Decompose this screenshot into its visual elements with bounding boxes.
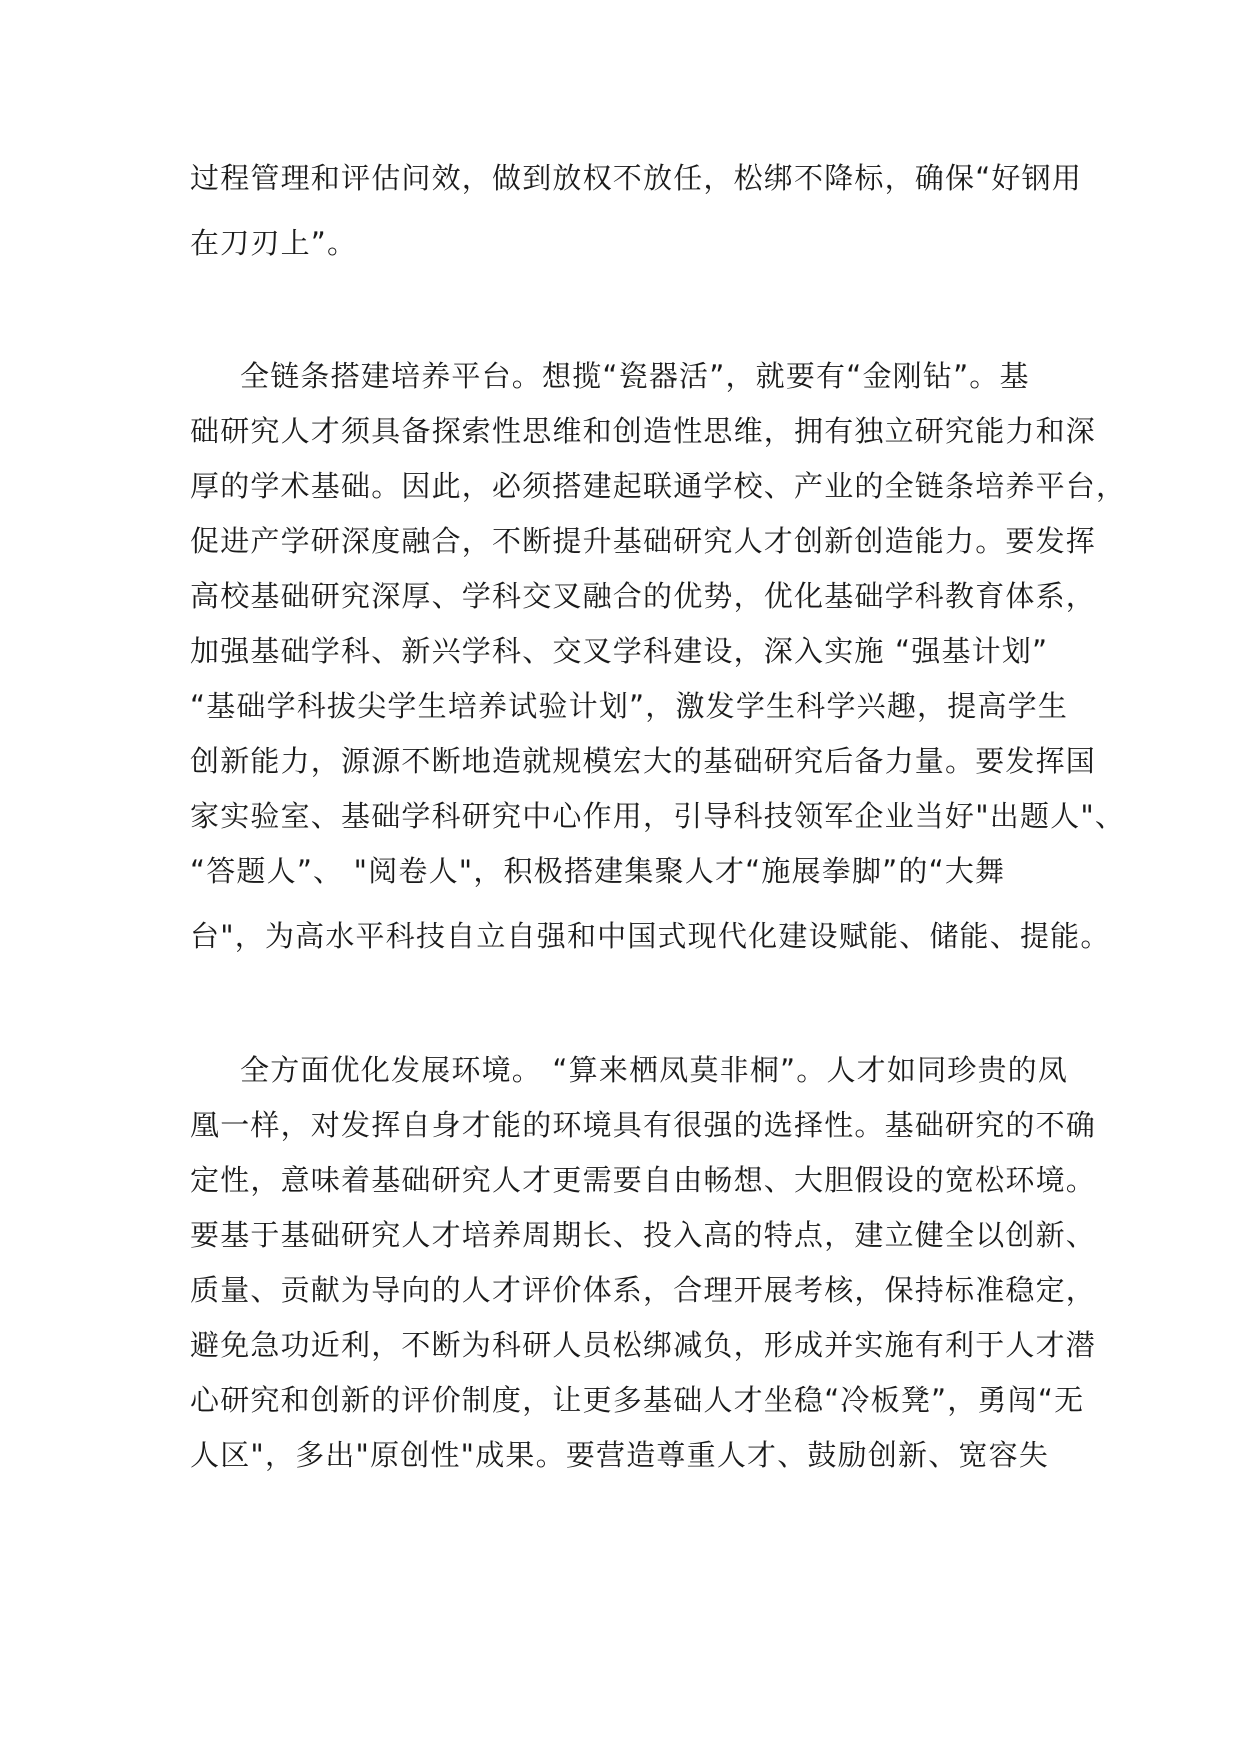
text-line: “答题人”、 "阅卷人"，积极搭建集聚人才“施展拳脚”的“大舞 xyxy=(190,854,1006,888)
text-line: 厚的学术基础。因此，必须搭建起联通学校、产业的全链条培养平台， xyxy=(190,469,1127,503)
paragraph-first-line: 全方面优化发展环境。 “算来栖凤莫非桐”。人才如同珍贵的凤 xyxy=(240,1053,1069,1087)
text-line: 过程管理和评估问效，做到放权不放任，松绑不降标，确保“好钢用 xyxy=(190,161,1083,195)
text-line: 家实验室、基础学科研究中心作用，引导科技领军企业当好"出题人"、 xyxy=(190,799,1126,833)
text-line: 促进产学研深度融合，不断提升基础研究人才创新创造能力。要发挥 xyxy=(190,524,1097,558)
text-line: 人区"，多出"原创性"成果。要营造尊重人才、鼓励创新、宽容失 xyxy=(190,1438,1050,1472)
text-line: 心研究和创新的评价制度，让更多基础人才坐稳“冷板凳”，勇闯“无 xyxy=(190,1383,1085,1417)
text-line: 高校基础研究深厚、学科交叉融合的优势，优化基础学科教育体系， xyxy=(190,579,1097,613)
text-line: 避免急功近利，不断为科研人员松绑减负，形成并实施有利于人才潜 xyxy=(190,1328,1097,1362)
text-line: 要基于基础研究人才培养周期长、投入高的特点，建立健全以创新、 xyxy=(190,1218,1097,1252)
text-line: 创新能力，源源不断地造就规模宏大的基础研究后备力量。要发挥国 xyxy=(190,744,1097,778)
text-line: 台"，为高水平科技自立自强和中国式现代化建设赋能、储能、提能。 xyxy=(190,919,1111,953)
text-line: “基础学科拔尖学生培养试验计划”，激发学生科学兴趣，提高学生 xyxy=(190,689,1069,723)
text-line: 础研究人才须具备探索性思维和创造性思维，拥有独立研究能力和深 xyxy=(190,414,1097,448)
text-line: 定性，意味着基础研究人才更需要自由畅想、大胆假设的宽松环境。 xyxy=(190,1163,1097,1197)
paragraph-first-line: 全链条搭建培养平台。想揽“瓷器活”，就要有“金刚钻”。基 xyxy=(240,359,1030,393)
text-line: 在刀刃上”。 xyxy=(190,226,358,260)
text-line: 凰一样，对发挥自身才能的环境具有很强的选择性。基础研究的不确 xyxy=(190,1108,1097,1142)
text-line: 质量、贡献为导向的人才评价体系，合理开展考核，保持标准稳定， xyxy=(190,1273,1097,1307)
text-line: 加强基础学科、新兴学科、交叉学科建设，深入实施 “强基计划” xyxy=(190,634,1049,668)
